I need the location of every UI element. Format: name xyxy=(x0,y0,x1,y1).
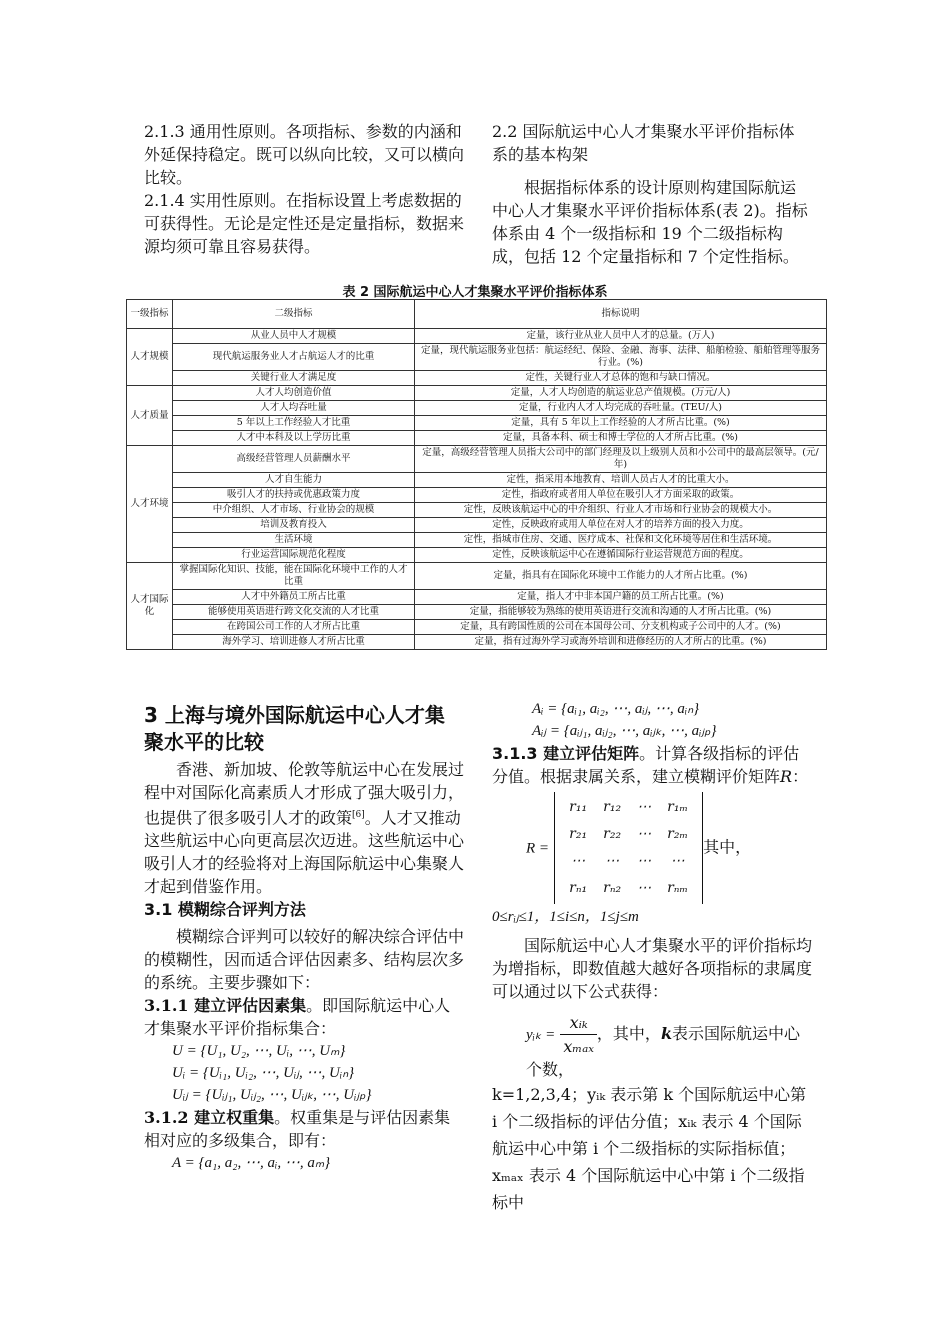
matrix-cell: rₙₘ xyxy=(667,880,689,896)
header-level2: 二级指标 xyxy=(173,300,415,329)
citation-ref: [6] xyxy=(352,810,365,820)
step-3-1-1-title: 3.1.1 建立评估因素集 xyxy=(144,996,307,1016)
left-top-column xyxy=(144,120,464,258)
matrix-body xyxy=(554,792,703,904)
matrix-label: R = xyxy=(526,840,550,857)
formula-explanation: k=1,2,3,4；yᵢₖ 表示第 k 个国际航运中心第 i 个二级指标的评估分值；xᵢₖ 表示 4 个国际航运中心中第 i 个二级指标的实际指标值；xₘₐₓ 表示 4 个国际航运中心中第 i 个二级指标中 xyxy=(492,1085,807,1212)
principle-2-1-4: 2.1.4 实用性原则。在指标设置上考虑数据的可获得性。无论是定性还是定量指标，数据来源均须可靠且容易获得。 xyxy=(144,191,465,256)
matrix-cell: ⋯ xyxy=(637,799,652,815)
indicator-cell: 在跨国公司工作的人才所占比重 xyxy=(173,620,415,635)
table-row xyxy=(127,386,827,401)
matrix-cell: rₙ₁ xyxy=(569,880,588,896)
indicator-cell: 能够使用英语进行跨文化交流的人才比重 xyxy=(173,605,415,620)
group-cell: 人才质量 xyxy=(127,386,173,446)
fuzzy-matrix xyxy=(526,792,812,904)
section-2-2-paragraph: 根据指标体系的设计原则构建国际航运中心人才集聚水平评价指标体系(表 2)。指标体系由 4 个一级指标和 19 个二级指标构成，包括 12 个定量指标和 7 个定性指标。 xyxy=(492,178,808,266)
matrix-cell: ⋯ xyxy=(605,853,620,869)
formula-fraction xyxy=(560,1011,597,1058)
step-3-1-2-title: 3.1.2 建立权重集 xyxy=(144,1108,275,1128)
table-row xyxy=(127,503,827,518)
indicator-cell: 高级经营管理人员薪酬水平 xyxy=(173,446,415,473)
equation-U: U = {U₁, U₂, ⋯, Uᵢ, ⋯, Uₘ} xyxy=(172,1043,346,1060)
table-row xyxy=(127,416,827,431)
table-row xyxy=(127,518,827,533)
description-cell: 定性，指政府或者用人单位在吸引人才方面采取的政策。 xyxy=(415,488,827,503)
table-row xyxy=(127,548,827,563)
indicator-cell: 人才人均创造价值 xyxy=(173,386,415,401)
description-cell: 定性，指采用本地教育、培训人员占人才的比重大小。 xyxy=(415,473,827,488)
step-3-1-2 xyxy=(144,1106,464,1152)
equation-A: A = {a₁, a₂, ⋯, aᵢ, ⋯, aₘ} xyxy=(172,1155,331,1172)
description-cell: 定性，反映该航运中心的中介组织、行业人才市场和行业协会的规模大小。 xyxy=(415,503,827,518)
table-row xyxy=(127,533,827,548)
formula-lhs: yᵢₖ = xyxy=(526,1027,556,1043)
section-2-2-heading: 2.2 国际航运中心人才集聚水平评价指标体系的基本构架 xyxy=(492,122,795,164)
matrix-cell: ⋯ xyxy=(637,826,652,842)
description-cell: 定量，指有过海外学习或海外培训和进修经历的人才所占的比重。(%) xyxy=(415,635,827,650)
indicator-cell: 人才人均吞吐量 xyxy=(173,401,415,416)
left-bottom-column xyxy=(144,702,464,1174)
section-3-intro xyxy=(144,758,464,898)
subsection-3-1-title: 3.1 模糊综合评判方法 xyxy=(144,900,306,920)
table-row xyxy=(127,563,827,590)
intro-text-b: 。人才又推动这些航运中心向更高层次迈进。这些航运中心吸引人才的经验将对上海国际航运中心集聚人才起到借鉴作用。 xyxy=(144,808,465,897)
table-row xyxy=(127,605,827,620)
step-3-1-3 xyxy=(492,742,812,788)
description-cell: 定量，高级经营管理人员指大公司中的部门经理及以上级别人员和小公司中的最高层领导。(元/年) xyxy=(415,446,827,473)
description-cell: 定量，行业内人才人均完成的吞吐量。(TEU/人) xyxy=(415,401,827,416)
matrix-cell: r₂ₘ xyxy=(667,826,689,842)
right-bottom-column xyxy=(492,698,812,1216)
matrix-symbol: R xyxy=(780,767,793,786)
description-cell: 定量，指具有在国际化环境中工作能力的人才所占比重。(%) xyxy=(415,563,827,590)
indicator-cell: 现代航运服务业人才占航运人才的比重 xyxy=(173,344,415,371)
intro-text-a: 香港、新加坡、伦敦等航运中心在发展过程中对国际化高素质人才形成了强大吸引力，也提供了很多吸引人才的政策 xyxy=(144,760,465,828)
section-3-title: 3 上海与境外国际航运中心人才集聚水平的比较 xyxy=(144,703,445,754)
matrix-after-text: 其中， xyxy=(703,837,752,857)
formula-after-a: ，其中， xyxy=(596,1024,661,1043)
table-row xyxy=(127,329,827,344)
table-row xyxy=(127,473,827,488)
indicator-table xyxy=(126,299,827,650)
table-caption: 表 2 国际航运中心人才集聚水平评价指标体系 xyxy=(342,285,608,300)
indicator-cell: 从业人员中人才规模 xyxy=(173,329,415,344)
equation-Ai: Aᵢ = {aᵢ₁, aᵢ₂, ⋯, aᵢⱼ, ⋯, aᵢₙ} xyxy=(532,701,700,717)
indicator-cell: 掌握国际化知识、技能，能在国际化环境中工作的人才比重 xyxy=(173,563,415,590)
fraction-denominator: xₘₐₓ xyxy=(563,1037,594,1056)
description-cell: 定性，反映政府或用人单位在对人才的培养方面的投入力度。 xyxy=(415,518,827,533)
table-row xyxy=(127,431,827,446)
indicator-cell: 人才中外籍员工所占比重 xyxy=(173,590,415,605)
description-cell: 定性，关键行业人才总体的饱和与缺口情况。 xyxy=(415,371,827,386)
description-cell: 定量，指能够较为熟练的使用英语进行交流和沟通的人才所占比重。(%) xyxy=(415,605,827,620)
indicator-cell: 培训及教育投入 xyxy=(173,518,415,533)
table-row xyxy=(127,344,827,371)
step-3-1-1-text: 。即国际航运中心人才集聚水平评价指标集合： xyxy=(144,996,451,1039)
membership-formula xyxy=(492,1011,812,1081)
group-cell: 人才规模 xyxy=(127,329,173,386)
principle-2-1-3: 2.1.3 通用性原则。各项指标、参数的内涵和外延保持稳定。既可以纵向比较，又可以横向比较。 xyxy=(144,122,465,187)
equation-Aij: Aᵢⱼ = {aᵢⱼ₁, aᵢⱼ₂, ⋯, aᵢⱼₖ, ⋯, aᵢⱼₚ} xyxy=(532,723,717,739)
indicator-cell: 中介组织、人才市场、行业协会的规模 xyxy=(173,503,415,518)
description-cell: 定量，该行业从业人员中人才的总量。(万人) xyxy=(415,329,827,344)
matrix-cell: r₂₂ xyxy=(603,826,622,842)
matrix-cell: ⋯ xyxy=(571,853,586,869)
indicator-cell: 吸引人才的扶持或优惠政策力度 xyxy=(173,488,415,503)
table-row xyxy=(127,488,827,503)
table-row xyxy=(127,620,827,635)
formula-k: k xyxy=(660,1024,673,1043)
membership-paragraph: 国际航运中心人才集聚水平的评价指标均为增指标，即数值越大越好各项指标的隶属度可以通过以下公式获得： xyxy=(492,936,813,1001)
matrix-cell: r₂₁ xyxy=(569,826,588,842)
step-3-1-3-title: 3.1.3 建立评估矩阵 xyxy=(492,744,640,763)
indicator-cell: 海外学习、培训进修人才所占比重 xyxy=(173,635,415,650)
equation-Ui: Uᵢ = {Uᵢ₁, Uᵢ₂, ⋯, Uᵢⱼ, ⋯, Uᵢₙ} xyxy=(172,1065,355,1082)
step-3-1-3-colon: ： xyxy=(792,767,809,786)
matrix-cell: r₁₁ xyxy=(569,799,588,815)
description-cell: 定性，反映该航运中心在遵循国际行业运营规范方面的程度。 xyxy=(415,548,827,563)
description-cell: 定量，具有 5 年以上工作经验的人才所占比重。(%) xyxy=(415,416,827,431)
description-cell: 定量，现代航运服务业包括：航运经纪、保险、金融、海事、法律、船舶检验、船舶管理等服务行业。(%) xyxy=(415,344,827,371)
table-row xyxy=(127,401,827,416)
group-cell: 人才环境 xyxy=(127,446,173,563)
table-header-row xyxy=(127,300,827,329)
fraction-numerator: xᵢₖ xyxy=(560,1011,597,1035)
matrix-cell: ⋯ xyxy=(670,853,685,869)
matrix-cell: rₙ₂ xyxy=(603,880,622,896)
table-row xyxy=(127,446,827,473)
matrix-cell: r₁ₘ xyxy=(667,799,689,815)
indicator-cell: 行业运营国际规范化程度 xyxy=(173,548,415,563)
matrix-cell: ⋯ xyxy=(637,853,652,869)
group-cell: 人才国际化 xyxy=(127,563,173,650)
formula-after-b: 表示国际航运中心个数， xyxy=(526,1024,801,1079)
indicator-cell: 人才中本科及以上学历比重 xyxy=(173,431,415,446)
step-3-1-2-text: 。权重集是与评估因素集相对应的多级集合，即有： xyxy=(144,1108,451,1151)
indicator-cell: 人才自生能力 xyxy=(173,473,415,488)
right-top-column xyxy=(492,120,810,268)
step-3-1-1 xyxy=(144,994,464,1040)
indicator-cell: 生活环境 xyxy=(173,533,415,548)
description-cell: 定量，指人才中非本国户籍的员工所占比重。(%) xyxy=(415,590,827,605)
table-row xyxy=(127,371,827,386)
table-row xyxy=(127,635,827,650)
matrix-condition: 0≤rᵢⱼ≤1，1≤i≤n，1≤j≤m xyxy=(492,909,639,925)
description-cell: 定量，具备本科、硕士和博士学位的人才所占比重。(%) xyxy=(415,431,827,446)
indicator-cell: 5 年以上工作经验人才比重 xyxy=(173,416,415,431)
header-description: 指标说明 xyxy=(415,300,827,329)
subsection-3-1-text: 模糊综合评判可以较好的解决综合评估中的模糊性，因而适合评估因素多、结构层次多的系统。主要步骤如下： xyxy=(144,927,465,993)
table-row xyxy=(127,590,827,605)
step-3-1-3-text: 。计算各级指标的评估分值。根据隶属关系，建立模糊评价矩阵 xyxy=(492,744,800,786)
equation-Uij: Uᵢⱼ = {Uᵢⱼ₁, Uᵢⱼ₂, ⋯, Uᵢⱼₖ, ⋯, Uᵢⱼₚ} xyxy=(172,1087,372,1104)
description-cell: 定性，指城市住房、交通、医疗成本、社保和文化环境等居住和生活环境。 xyxy=(415,533,827,548)
description-cell: 定量，具有跨国性质的公司在本国母公司、分支机构或子公司中的人才。(%) xyxy=(415,620,827,635)
description-cell: 定量，人才人均创造的航运业总产值规模。(万元/人) xyxy=(415,386,827,401)
matrix-cell: ⋯ xyxy=(637,880,652,896)
matrix-cell: r₁₂ xyxy=(603,799,622,815)
header-level1: 一级指标 xyxy=(127,300,173,329)
indicator-cell: 关键行业人才满足度 xyxy=(173,371,415,386)
